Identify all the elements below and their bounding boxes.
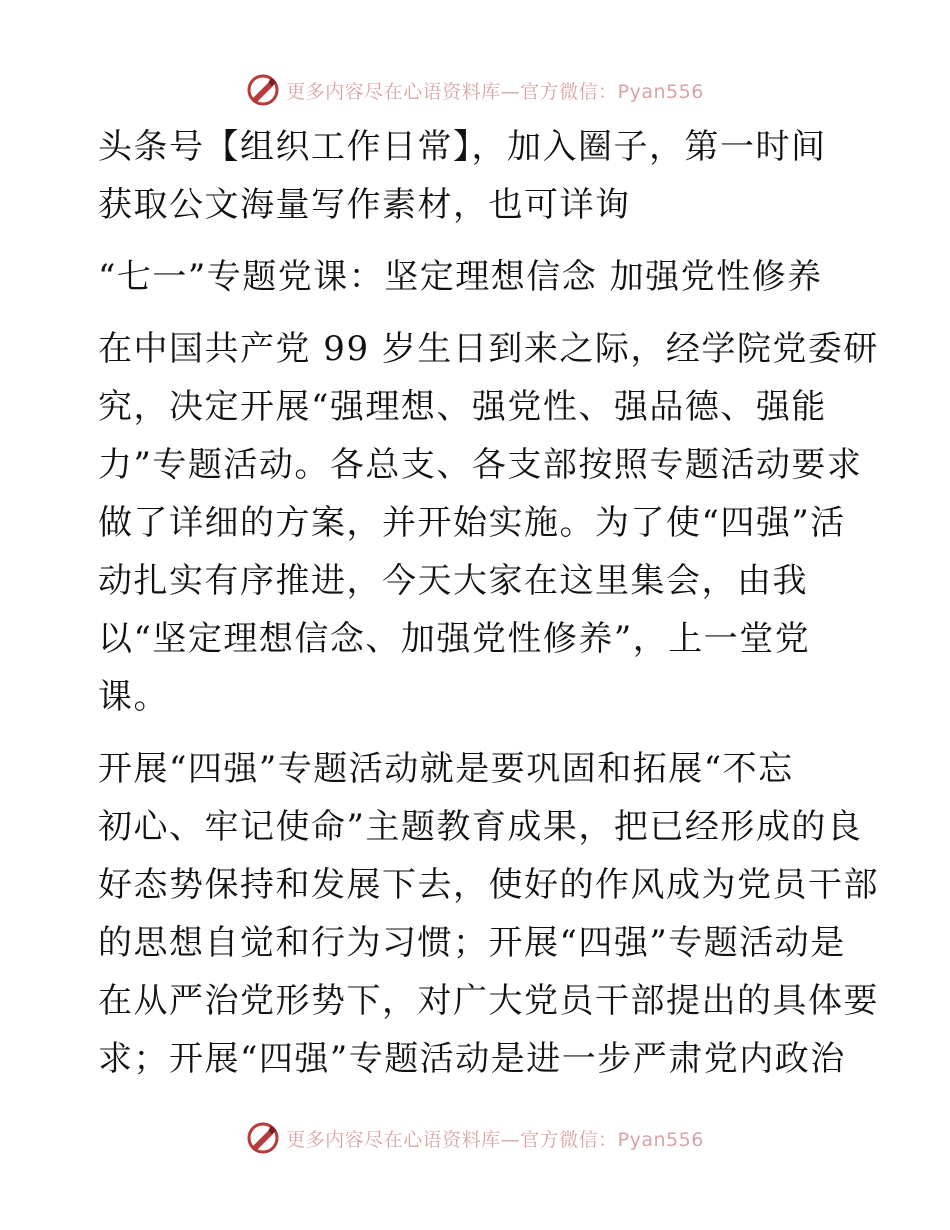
header-banner: [0, 70, 950, 110]
text-line: 求；开展“四强”专题活动是进一步严肃党内政治: [98, 1039, 846, 1079]
text-line: 在从严治党形势下，对广大党员干部提出的具体要: [98, 981, 879, 1021]
text-line: 初心、牢记使命”主题教育成果，把已经形成的良: [98, 807, 863, 847]
document-title: [98, 248, 850, 306]
text-line: 以“坚定理想信念、加强党性修养”，上一堂党: [98, 619, 811, 659]
banner-text: 更多内容尽在心语资料库—官方微信：Pyan556: [286, 80, 704, 103]
text-line: 的思想自觉和行为习惯；开展“四强”专题活动是: [98, 923, 846, 963]
text-line: 好态势保持和发展下去，使好的作风成为党员干部: [98, 865, 879, 905]
text-line: 开展“四强”专题活动就是要巩固和拓展“不忘: [98, 749, 794, 789]
document-body: [98, 118, 879, 1088]
body-paragraph-1: [98, 320, 879, 726]
pen-logo-icon: [246, 73, 280, 107]
text-line: 究，决定开展“强理想、强党性、强品德、强能: [98, 387, 827, 427]
text-line: 头条号【组织工作日常】，加入圈子，第一时间: [98, 127, 827, 167]
banner-text: 更多内容尽在心语资料库—官方微信：Pyan556: [286, 1128, 704, 1151]
text-line: 力”专题活动。各总支、各支部按照专题活动要求: [98, 445, 863, 485]
intro-paragraph: [98, 118, 850, 234]
text-line: 在中国共产党 99 岁生日到来之际，经学院党委研: [98, 329, 879, 369]
pen-logo-icon: [246, 1121, 280, 1155]
title-line: “七一”专题党课：坚定理想信念 加强党性修养: [98, 257, 823, 297]
text-line: 动扎实有序推进，今天大家在这里集会，由我: [98, 561, 808, 601]
footer-banner: [0, 1118, 950, 1158]
body-paragraph-2: [98, 740, 879, 1088]
text-line: 获取公文海量写作素材，也可详询: [98, 185, 631, 225]
text-line: 做了详细的方案，并开始实施。为了使“四强”活: [98, 503, 846, 543]
text-line: 课。: [98, 677, 169, 717]
